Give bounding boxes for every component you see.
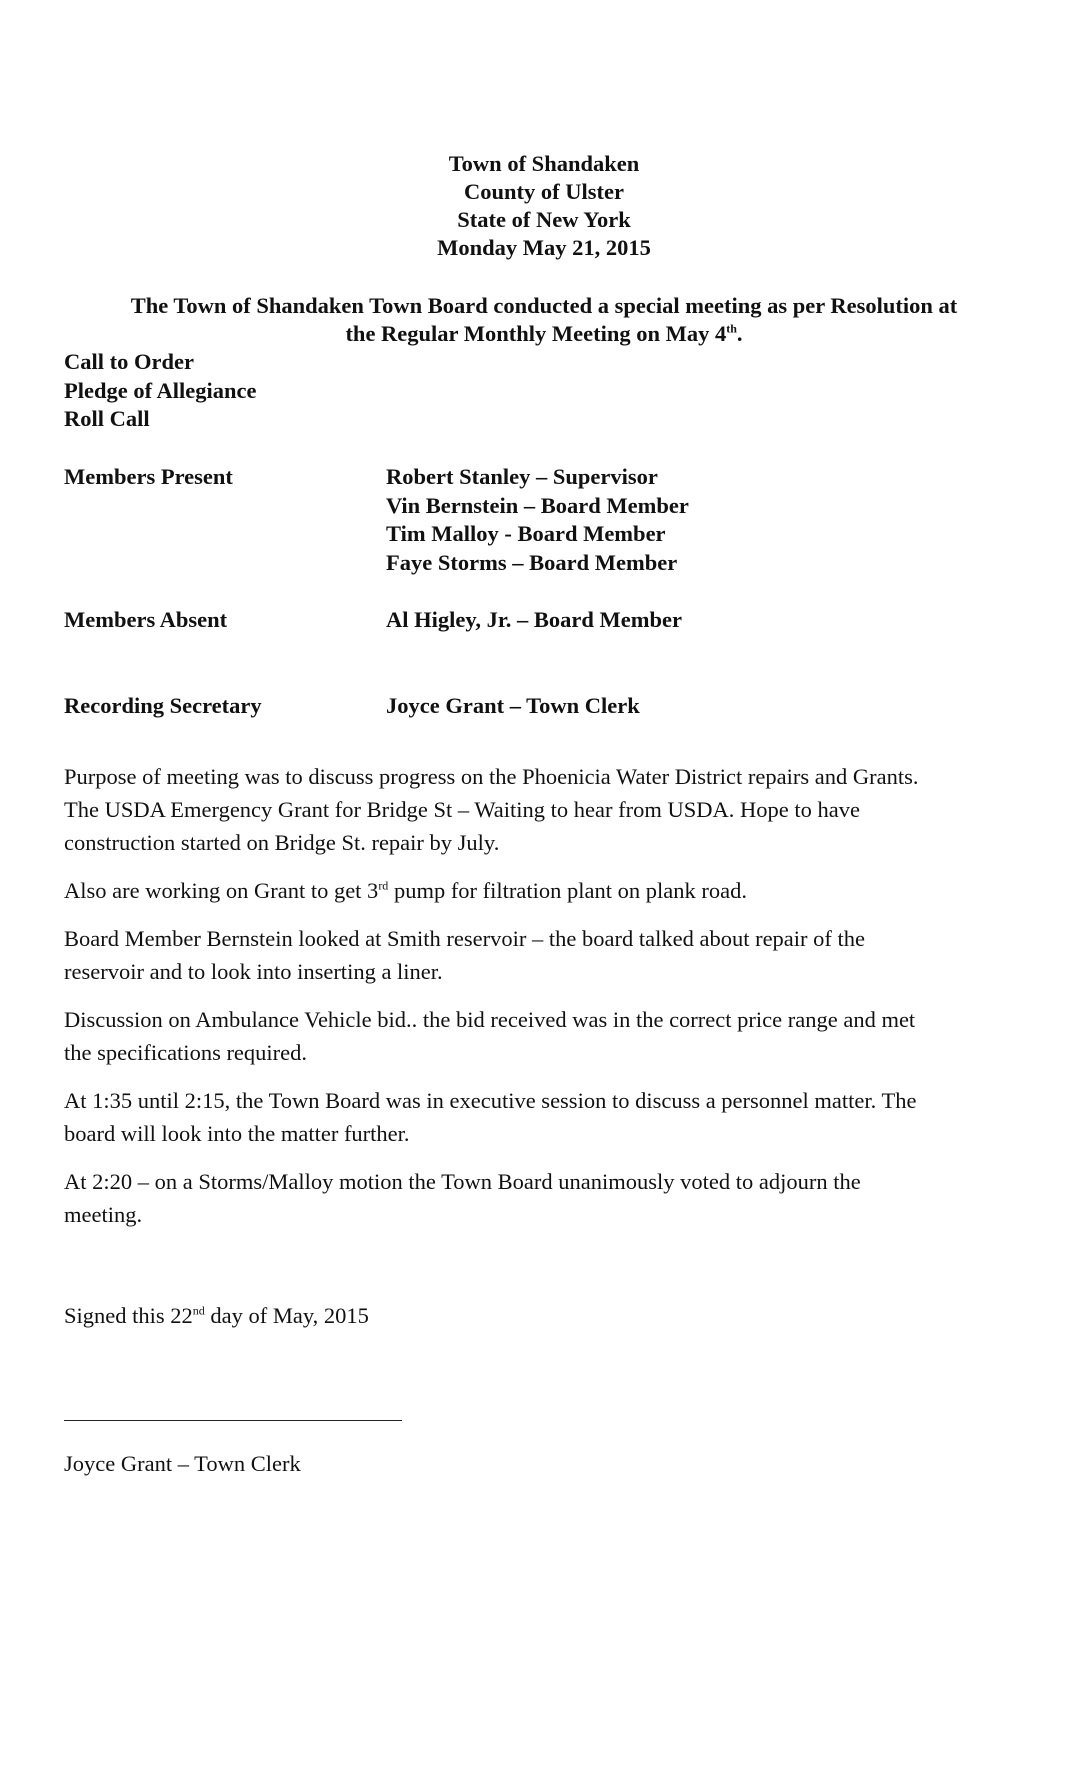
paragraph-executive-session: At 1:35 until 2:15, the Town Board was in executive session to discuss a personnel matter. The board will look into the matter further. xyxy=(64,1088,917,1146)
intro-line-2-end: . xyxy=(736,321,743,346)
member-present: Tim Malloy - Board Member xyxy=(386,521,666,546)
document-header xyxy=(0,150,1088,262)
intro-statement xyxy=(64,292,1024,348)
recording-secretary-label: Recording Secretary xyxy=(64,693,262,718)
paragraph-reservoir: Board Member Bernstein looked at Smith reservoir – the board talked about repair of the reservoir and to look into inserting a liner. xyxy=(64,926,866,984)
paragraph-pump-grant-text: Also are working on Grant to get 3 xyxy=(64,878,379,903)
member-present: Vin Bernstein – Board Member xyxy=(386,492,689,518)
signed-ordinal-suffix: nd xyxy=(192,1303,205,1318)
paragraph-ambulance: Discussion on Ambulance Vehicle bid.. the bid received was in the correct price range and met the specifications required. xyxy=(64,1007,916,1065)
members-absent-label: Members Absent xyxy=(64,607,228,632)
signed-text-end: day of May, 2015 xyxy=(204,1303,369,1328)
clerk-signature-name: Joyce Grant – Town Clerk xyxy=(64,1451,301,1476)
recording-secretary-value: Joyce Grant – Town Clerk xyxy=(386,693,640,718)
intro-line-1: The Town of Shandaken Town Board conducted a special meeting as per Resolution at xyxy=(130,293,958,318)
member-absent: Al Higley, Jr. – Board Member xyxy=(386,607,683,632)
paragraph-pump-grant xyxy=(64,874,1024,907)
members-absent-list xyxy=(386,606,682,635)
county-name: County of Ulster xyxy=(464,179,624,204)
member-present: Robert Stanley – Supervisor xyxy=(386,464,658,489)
intro-line-2-text: the Regular Monthly Meeting on May 4 xyxy=(345,321,727,346)
members-present-list xyxy=(386,463,689,577)
state-name: State of New York xyxy=(457,207,631,232)
paragraph-pump-grant-end: pump for filtration plant on plank road. xyxy=(388,878,747,903)
intro-ordinal-suffix: th xyxy=(726,321,737,336)
meeting-date: Monday May 21, 2015 xyxy=(437,235,651,260)
minutes-body xyxy=(64,760,1024,1246)
town-name: Town of Shandaken xyxy=(448,151,640,176)
signature-line xyxy=(64,1420,402,1421)
agenda-list xyxy=(64,348,256,434)
signed-text: Signed this 22 xyxy=(64,1303,193,1328)
intro-line-2 xyxy=(64,320,1024,348)
recording-secretary-name xyxy=(386,692,640,721)
agenda-item-roll-call: Roll Call xyxy=(64,406,150,431)
paragraph-purpose: Purpose of meeting was to discuss progress on the Phoenicia Water District repairs and Grants. The USDA Emergency Grant for Bridge St – Waiting to hear from USDA. Hope to have construction started on Bridge St. repair by July. xyxy=(64,764,919,855)
agenda-item-pledge: Pledge of Allegiance xyxy=(64,377,257,403)
paragraph-adjourn: At 2:20 – on a Storms/Malloy motion the Town Board unanimously voted to adjourn the meeting. xyxy=(64,1169,861,1227)
members-present-label: Members Present xyxy=(64,464,233,489)
ordinal-suffix: rd xyxy=(378,878,389,893)
agenda-item-call-to-order: Call to Order xyxy=(64,349,194,374)
member-present: Faye Storms – Board Member xyxy=(386,549,678,575)
signed-date-line xyxy=(64,1300,369,1332)
